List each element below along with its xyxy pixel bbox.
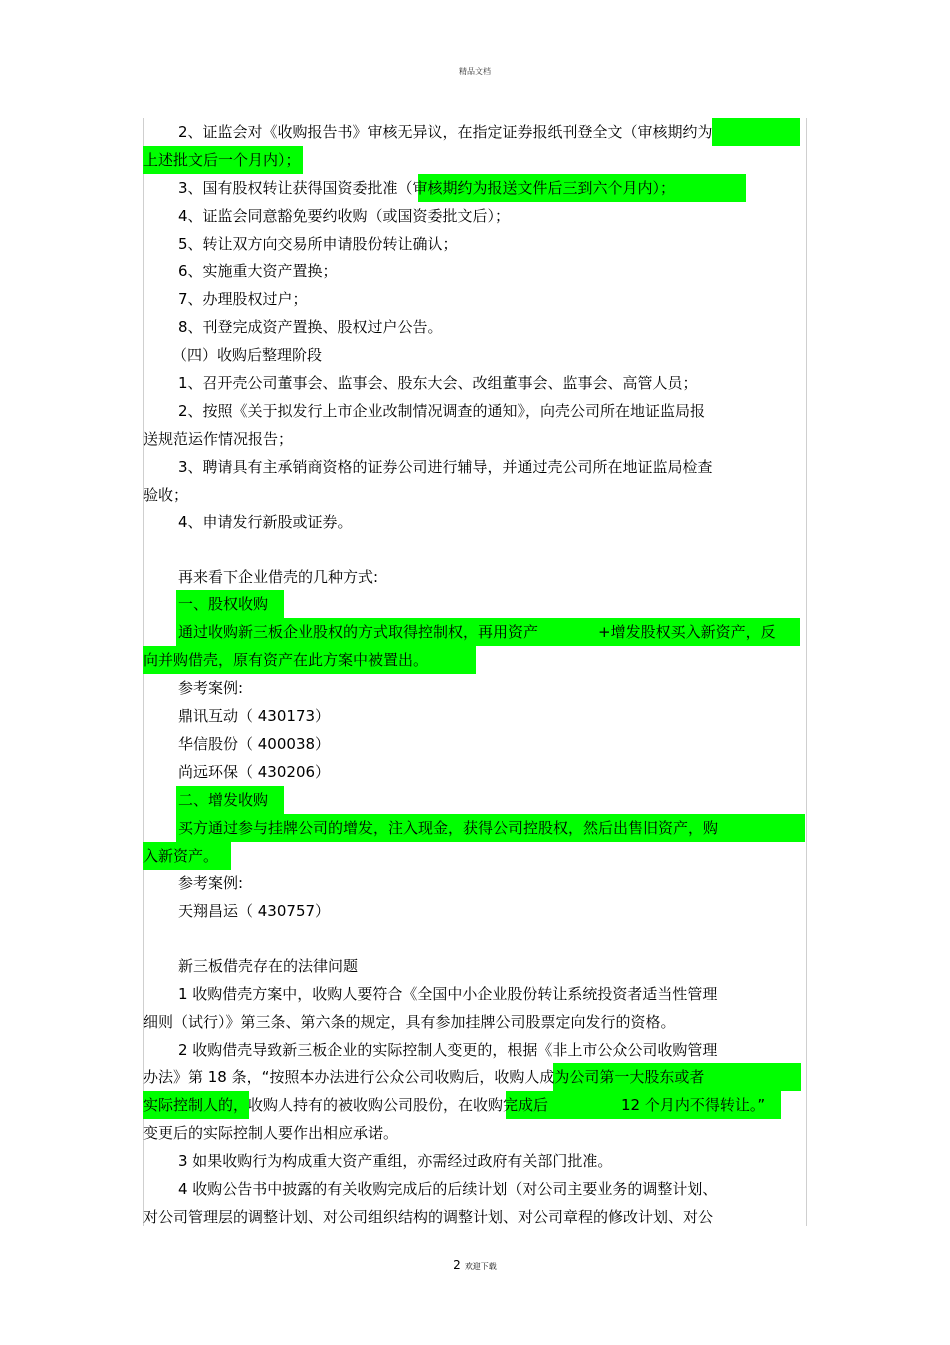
paragraph-line: 5、转让双方向交易所申请股份转让确认； (178, 235, 458, 253)
case-item: 鼎讯互动（ 430173） (178, 707, 331, 725)
paragraph-line: 4、证监会同意豁免要约收购（或国资委批文后）； (178, 207, 511, 225)
paragraph-line: 细则（试行）》第三条、第六条的规定，具有参加挂牌公司股票定向发行的资格。 (143, 1013, 676, 1031)
paragraph-line: 3、国有股权转让获得国资委批准（审核期约为报送文件后三到六个月内）； (178, 179, 676, 197)
case-item: 天翔昌运（ 430757） (178, 902, 331, 920)
paragraph-line: 参考案例: (178, 874, 244, 892)
page-margin-line-right (806, 118, 807, 1226)
paragraph-line: 买方通过参与挂牌公司的增发，注入现金，获得公司控股权，然后出售旧资产，购 (178, 819, 719, 837)
paragraph-line: 3 如果收购行为构成重大资产重组，亦需经过政府有关部门批准。 (178, 1152, 613, 1170)
paragraph-line: 办法》第 18 条，“按照本办法进行公众公司收购后，收购人成为公司第一大股东或者 (143, 1068, 705, 1086)
paragraph-line: 验收； (143, 486, 189, 504)
section-heading: （四）收购后整理阶段 (172, 346, 323, 364)
footer-text: 欢迎下载 (464, 1262, 497, 1271)
paragraph-line: 4、申请发行新股或证券。 (178, 513, 353, 531)
paragraph-line: 通过收购新三板企业股权的方式取得控制权，再用资产 (178, 623, 539, 641)
paragraph-line: 入新资产。 (143, 847, 219, 865)
paragraph-line: 向并购借壳，原有资产在此方案中被置出。 (143, 651, 429, 669)
paragraph-line: 8、刊登完成资产置换、股权过户公告。 (178, 318, 443, 336)
paragraph-line: +增发股权买入新资产，反 (598, 623, 776, 641)
paragraph-line: 再来看下企业借壳的几种方式: (178, 568, 379, 586)
paragraph-line: 4 收购公告书中披露的有关收购完成后的后续计划（对公司主要业务的调整计划、 (178, 1180, 718, 1198)
highlight (712, 118, 800, 146)
paragraph-line: 变更后的实际控制人要作出相应承诺。 (143, 1124, 399, 1142)
paragraph-line: 12 个月内不得转让。” (621, 1096, 766, 1114)
case-item: 华信股份（ 400038） (178, 735, 331, 753)
paragraph-line: 实际控制人的，收购人持有的被收购公司股份，在收购完成后 (143, 1096, 549, 1114)
section-heading: 新三板借壳存在的法律问题 (178, 957, 359, 975)
paragraph-line: 1、召开壳公司董事会、监事会、股东大会、改组董事会、监事会、高管人员； (178, 374, 698, 392)
paragraph-line: 2、按照《关于拟发行上市企业改制情况调查的通知》，向壳公司所在地证监局报 (178, 402, 706, 420)
paragraph-line: 对公司管理层的调整计划、对公司组织结构的调整计划、对公司章程的修改计划、对公 (143, 1208, 714, 1226)
paragraph-line: 2 收购借壳导致新三板企业的实际控制人变更的，根据《非上市公众公司收购管理 (178, 1041, 718, 1059)
case-item: 尚远环保（ 430206） (178, 763, 331, 781)
paragraph-line: 1 收购借壳方案中，收购人要符合《全国中小企业股份转让系统投资者适当性管理 (178, 985, 718, 1003)
page-number: 2 (453, 1258, 461, 1272)
page-header: 精品文档 (459, 67, 491, 76)
paragraph-line: 6、实施重大资产置换； (178, 262, 338, 280)
section-heading: 二、增发收购 (178, 791, 269, 809)
section-heading: 一、股权收购 (178, 595, 269, 613)
paragraph-line: 7、办理股权过户； (178, 290, 308, 308)
paragraph-line: 3、聘请具有主承销商资格的证券公司进行辅导，并通过壳公司所在地证监局检查 (178, 458, 713, 476)
paragraph-line: 参考案例: (178, 679, 244, 697)
paragraph-line: 2、证监会对《收购报告书》审核无异议，在指定证券报纸刊登全文（审核期约为 (178, 123, 713, 141)
paragraph-line: 上述批文后一个月内）； (143, 151, 301, 169)
page-footer (0, 1258, 950, 1272)
paragraph-line: 送规范运作情况报告； (143, 430, 294, 448)
